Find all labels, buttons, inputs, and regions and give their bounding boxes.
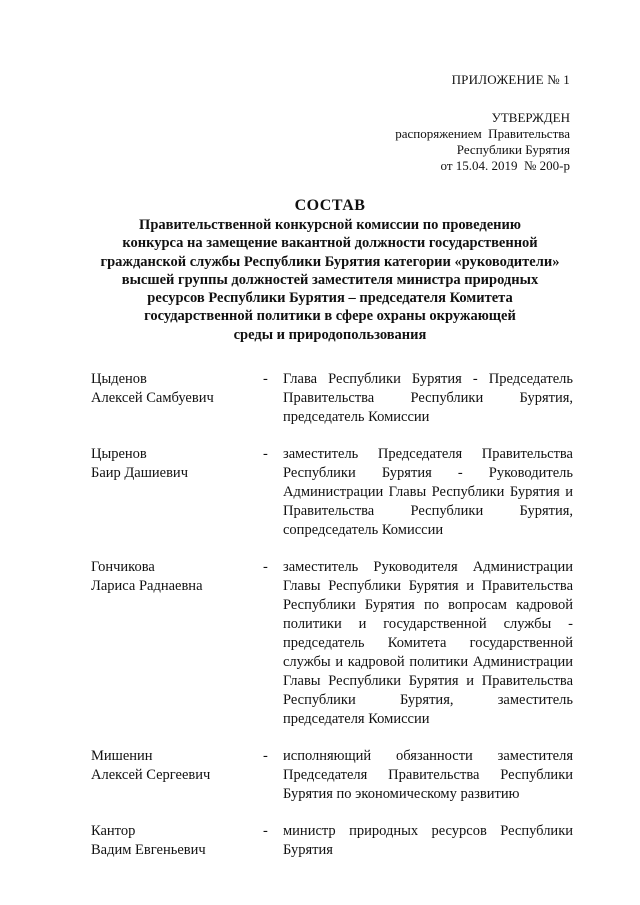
member-surname: Гончикова bbox=[91, 559, 155, 575]
member-role: исполняющий обязанности заместителя Председателя Правительства Республики Бурятия по экономическому развитию bbox=[283, 748, 573, 802]
approval-line-government: Республики Бурятия bbox=[456, 142, 570, 157]
member-given-names: Лариса Раднаевна bbox=[91, 578, 203, 594]
subtitle-line: высшей группы должностей заместителя министра природных bbox=[121, 271, 539, 288]
member-surname: Цыденов bbox=[91, 371, 147, 387]
member-given-names: Алексей Самбуевич bbox=[91, 390, 214, 406]
approval-line-date-number: от 15.04. 2019 № 200-р bbox=[440, 158, 570, 173]
member-role: заместитель Руководителя Администрации Главы Республики Бурятия и Правительства Республики Бурятия по вопросам кадровой политики и государственной службы - председатель Комитета государственной службы и кадровой политики Администрации Главы Республики Бурятия и Правительства Республики Бурятия, заместитель председателя Комиссии bbox=[283, 559, 573, 727]
subtitle-line: гражданской службы Республики Бурятия категории «руководители» bbox=[100, 253, 560, 270]
member-entry bbox=[91, 747, 573, 804]
subtitle-line: Правительственной конкурсной комиссии по проведению bbox=[139, 217, 521, 233]
appendix-label: ПРИЛОЖЕНИЕ № 1 bbox=[451, 72, 570, 87]
approval-line-order: распоряжением Правительства bbox=[395, 126, 570, 141]
commission-member-list bbox=[91, 370, 573, 878]
member-name bbox=[91, 370, 263, 427]
approval-line-approved: УТВЕРЖДЕН bbox=[491, 110, 570, 125]
member-entry bbox=[91, 822, 573, 860]
subtitle-line: ресурсов Республики Бурятия – председателя Комитета bbox=[147, 290, 513, 307]
member-given-names: Алексей Сергеевич bbox=[91, 767, 211, 783]
member-given-names: Вадим Евгеньевич bbox=[91, 842, 206, 858]
member-surname: Цыренов bbox=[91, 446, 147, 462]
member-surname: Кантор bbox=[91, 823, 136, 839]
member-name bbox=[91, 558, 263, 729]
document-heading bbox=[100, 196, 560, 344]
member-entry bbox=[91, 558, 573, 729]
member-dash: - bbox=[263, 371, 268, 387]
member-dash: - bbox=[263, 823, 268, 839]
subtitle-line: среды и природопользования bbox=[233, 326, 427, 343]
member-role: заместитель Председателя Правительства Республики Бурятия - Руководитель Администрации Главы Республики Бурятия и Правительства Республики Бурятия, сопредседатель Комиссии bbox=[283, 446, 573, 538]
member-surname: Мишенин bbox=[91, 748, 153, 764]
member-entry bbox=[91, 445, 573, 540]
document-title: СОСТАВ bbox=[294, 197, 366, 214]
member-dash: - bbox=[263, 446, 268, 462]
member-dash: - bbox=[263, 748, 268, 764]
member-dash: - bbox=[263, 559, 268, 575]
document-subtitle bbox=[100, 216, 560, 344]
member-entry bbox=[91, 370, 573, 427]
member-given-names: Баир Дашиевич bbox=[91, 465, 188, 481]
member-role: Глава Республики Бурятия - Председатель Правительства Республики Бурятия, председатель Комиссии bbox=[283, 371, 573, 425]
subtitle-line: конкурса на замещение вакантной должности государственной bbox=[122, 235, 538, 252]
member-name bbox=[91, 445, 263, 540]
member-name bbox=[91, 747, 263, 804]
member-role: министр природных ресурсов Республики Бурятия bbox=[283, 823, 573, 858]
approval-stamp bbox=[395, 110, 570, 174]
subtitle-line: государственной политики в сфере охраны окружающей bbox=[144, 308, 516, 325]
member-name bbox=[91, 822, 263, 860]
